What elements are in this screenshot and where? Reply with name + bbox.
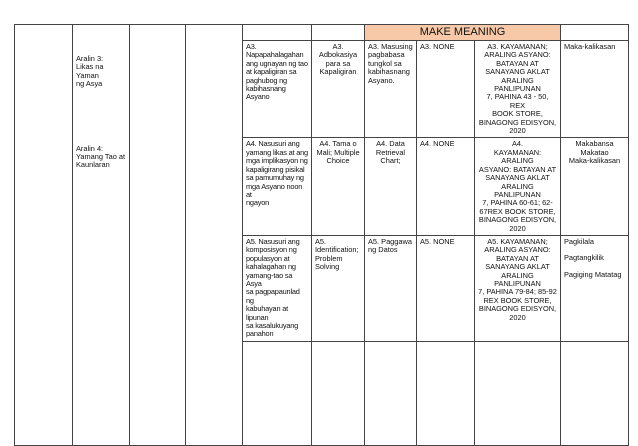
empty-cell-objective xyxy=(243,341,312,445)
values-a5 xyxy=(561,235,629,341)
blank-column-1 xyxy=(15,25,73,446)
lesson-column xyxy=(73,25,130,446)
assessment-a5: A5. Paggawa ng Datos xyxy=(365,235,417,341)
value-maka-kalikasan: Maka-kalikasan xyxy=(564,42,616,51)
values-a4 xyxy=(561,138,629,235)
assessment-a4: A4. Data Retrieval Chart; xyxy=(365,138,417,235)
blank-column-4 xyxy=(186,25,243,446)
assessment-a3: A3. Masusing pagbabasa tungkol sa kabihasnang Asyano. xyxy=(365,41,417,138)
activity-a4: A4. Tama o Mali; Multiple Choice xyxy=(312,138,365,235)
activity-a3: A3. Adbokasiya para sa Kapaligiran xyxy=(312,41,365,138)
resources-a4: A4. KAYAMANAN: ARALING ASYANO: BATAYAN AT SANAYANG AKLAT ARALING PANLIPUNAN 7, PAHINA 60-61; 62- 67REX BOOK STORE, BINAGONG EDISYON, 2020 xyxy=(475,138,561,235)
remarks-a5: A5. NONE xyxy=(417,235,475,341)
lesson-3-title: Aralin 3: Likas na Yaman ng Asya xyxy=(76,54,104,89)
objective-a4: A4. Nasusuri ang yamang likas at ang mga implikasyon ng kapaligirang pisikal sa pamumuhay ng mga Asyano noon at ngayon xyxy=(243,138,312,235)
curriculum-map-table xyxy=(14,24,629,446)
remarks-a4: A4. NONE xyxy=(417,138,475,235)
resources-a5: A5. KAYAMANAN; ARALING ASYANO: BATAYAN AT SANAYANG AKLAT ARALING PANLIPUNAN 7, PAHINA 79-84; 85-92 REX BOOK STORE, BINAGONG EDISYON, 2020 xyxy=(475,235,561,341)
resources-a3: A3. KAYAMANAN; ARALING ASYANO: BATAYAN AT SANAYANG AKLAT ARALING PANLIPUNAN 7, PAHINA 43 - 50, REX BOOK STORE, BINAGONG EDISYON, 2020 xyxy=(475,41,561,138)
empty-cell-remarks xyxy=(417,341,475,445)
empty-cell-assessment xyxy=(365,341,417,445)
objective-a5: A5. Nasusuri ang komposisyon ng populasyon at kahalagahan ng yamang-tao sa Asya sa pagpapaunlad ng kabuhayan at lipunan sa kasalukuyang panahon xyxy=(243,235,312,341)
values-a3 xyxy=(561,41,629,138)
value-pagkilala: Pagkilala xyxy=(564,236,594,246)
objective-a3: A3. Napapahalagahan ang ugnayan ng tao at kapaligiran sa paghubog ng kabihasnang Asyano xyxy=(243,41,312,138)
value-pagiging-matatag: Pagiging Matatag xyxy=(564,269,622,279)
header-spacer-right xyxy=(561,25,629,41)
blank-column-3 xyxy=(130,25,186,446)
header-spacer-mid xyxy=(312,25,365,41)
header-spacer-left xyxy=(243,25,312,41)
empty-cell-activity xyxy=(312,341,365,445)
make-meaning-header: MAKE MEANING xyxy=(365,25,561,41)
activity-a5: A5. Identification; Problem Solving xyxy=(312,235,365,341)
value-list-a4: Makabansa Makatao Maka-kalikasan xyxy=(568,139,621,166)
remarks-a3: A3. NONE xyxy=(417,41,475,138)
empty-cell-values xyxy=(561,341,629,445)
value-pagtangkilik: Pagtangkilik xyxy=(564,253,604,263)
empty-cell-resources xyxy=(475,341,561,445)
lesson-4-title: Aralin 4: Yamang Tao at Kaunlaran xyxy=(76,143,126,170)
